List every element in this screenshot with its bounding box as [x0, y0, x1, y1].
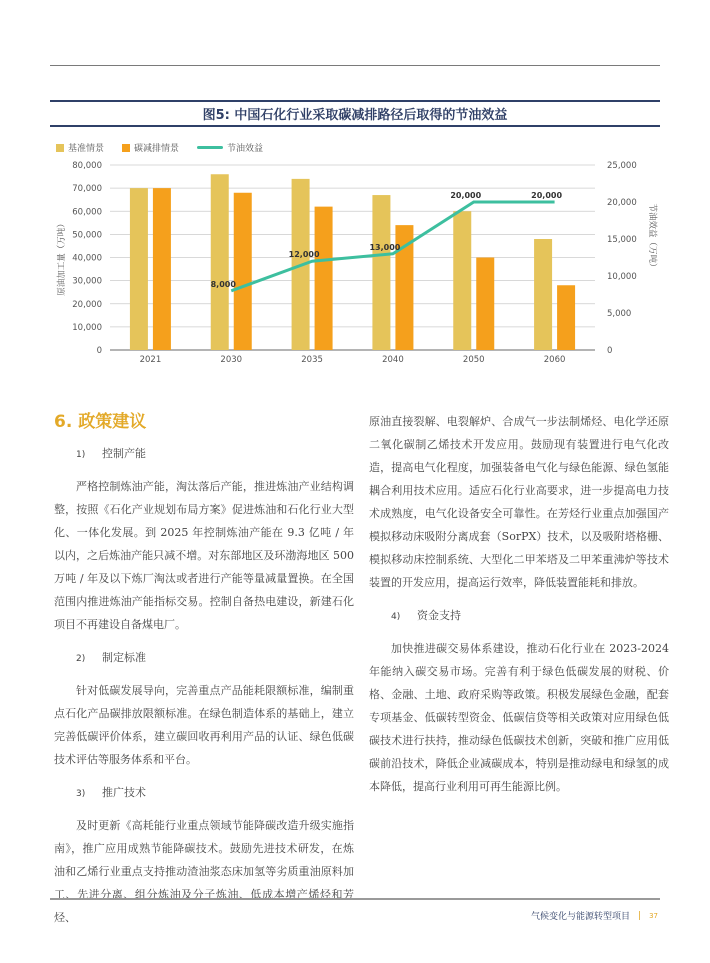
legend-item-reduction [122, 141, 179, 154]
subsection-heading [54, 442, 354, 467]
bar-reduction [234, 193, 252, 350]
subsection-title: 资金支持 [417, 609, 461, 622]
figure-title: 图5: 中国石化行业采取碳减排路径后取得的节油效益 [202, 108, 508, 123]
legend-swatch-savings [197, 146, 223, 149]
bar-baseline [534, 239, 552, 350]
bar-reduction [153, 188, 171, 350]
subsection-number: 1) [76, 450, 86, 460]
y-tick-label: 10,000 [72, 322, 102, 333]
section-title: 6. 政策建议 [54, 412, 147, 432]
paragraph-continued: 原油直接裂解、电裂解炉、合成气一步法制烯烃、电化学还原二氧化碳制乙烯技术开发应用。鼓励现有装置进行电气化改造，提高电气化程度，加强装备电气化与绿色能源、绿色氢能耦合利用技术应用。适应石化行业高要求，进一步提高电力技术成熟度，电气化设备安全可靠性。在芳烃行业重点加强国产模拟移动床吸附分离成套（SorPX）技术，以及吸附塔格栅、模拟移动床控制系统、大型化二甲苯塔及二甲苯重沸炉等技术装置的开发应用，提高运行效率，降低装置能耗和排放。 [369, 415, 669, 589]
y-tick-label: 20,000 [72, 299, 102, 310]
figure-title-rule-bottom [50, 125, 660, 127]
x-tick-label: 2021 [139, 355, 162, 365]
y2-tick-label: 15,000 [607, 235, 637, 245]
y2-tick-label: 10,000 [607, 272, 637, 282]
data-label: 12,000 [288, 250, 320, 260]
subsection-title: 控制产能 [102, 447, 146, 460]
y-axis-label: 原油加工量（万吨） [57, 219, 67, 296]
y-tick-label: 40,000 [72, 253, 102, 264]
y2-tick-label: 0 [607, 346, 613, 356]
text-column-left [54, 410, 354, 939]
bar-reduction [315, 207, 333, 350]
bar-reduction [476, 258, 494, 351]
paragraph: 加快推进碳交易体系建设，推动石化行业在 2023-2024 年能纳入碳交易市场。完善有利于绿色低碳发展的财税、价格、金融、土地、政府采购等政策。积极发展绿色金融，配套专项基金、低碳转型资金、低碳信贷等相关政策对应用绿色低碳技术进行扶持，推动绿色低碳技术创新，突破和推广应用低碳前沿技术，降低企业减碳成本，特别是推动绿电和绿氢的成本降低，提高行业利用可再生能源比例。 [369, 642, 669, 793]
y2-tick-label: 25,000 [607, 161, 637, 171]
data-label: 13,000 [369, 242, 401, 252]
data-label: 20,000 [450, 191, 482, 200]
legend-swatch-baseline [56, 144, 64, 152]
paragraph: 严格控制炼油产能，淘汰落后产能，推进炼油产业结构调整，按照《石化产业规划布局方案》促进炼油和石化行业大型化、一体化发展。到 2025 年控制炼油产能在 9.3 亿吨 / 年以内，之后炼油产能只减不增。对东部地区及环渤海地区 500 万吨 / 年及以下炼厂淘汰或者进行产能等量减量置换。在全国范围内推进炼油产能指标交易。控制自备热电建设，新建石化项目不再建设自备煤电厂。 [54, 480, 354, 631]
footer-project: 气候变化与能源转型项目 [531, 912, 631, 922]
paragraph: 及时更新《高耗能行业重点领域节能降碳改造升级实施指南》，推广应用成熟节能降碳技术。鼓励先进技术研发，在炼油和乙烯行业重点支持推动渣油浆态床加氢等劣质重油原料加工、先进分离、组分炼油及分子炼油、低成本增产烯烃和芳烃、 [54, 819, 354, 924]
y-tick-label: 30,000 [72, 276, 102, 287]
bar-baseline [372, 195, 390, 350]
subsection-title: 推广技术 [102, 786, 146, 799]
legend-swatch-reduction [122, 144, 130, 152]
subsection-number: 2) [76, 654, 86, 664]
footer-rule [50, 898, 660, 900]
paragraph: 针对低碳发展导向，完善重点产品能耗限额标准，编制重点石化产品碳排放限额标准。在绿色制造体系的基础上，建立完善低碳评价体系，建立碳回收再利用产品的认证、绿色低碳技术评估等服务体系和平台。 [54, 684, 354, 766]
chart [0, 155, 710, 370]
figure-title-rule-top [50, 100, 660, 102]
subsection-heading [54, 781, 354, 806]
footer [531, 909, 658, 922]
x-tick-label: 2050 [462, 355, 485, 365]
x-tick-label: 2030 [220, 355, 243, 365]
y2-axis-label: 节油效益（万吨） [647, 203, 657, 272]
y2-tick-label: 20,000 [607, 198, 637, 208]
data-label: 8,000 [210, 279, 236, 289]
legend-label-baseline: 基准情景 [68, 144, 105, 154]
data-label: 20,000 [531, 191, 563, 200]
y-tick-label: 70,000 [72, 184, 102, 195]
footer-separator: | [638, 910, 642, 921]
bar-baseline [130, 188, 148, 350]
page-number: 37 [649, 911, 658, 920]
chart-legend [56, 141, 263, 154]
bar-reduction [557, 285, 575, 350]
y-tick-label: 60,000 [72, 207, 102, 218]
bar-baseline [211, 174, 229, 350]
y-tick-label: 80,000 [72, 161, 102, 171]
x-tick-label: 2035 [301, 355, 323, 365]
subsection-heading [54, 646, 354, 671]
legend-label-reduction: 碳减排情景 [134, 144, 180, 154]
subsection-heading [369, 604, 669, 629]
subsection-title: 制定标准 [102, 651, 146, 664]
header-rule [50, 65, 660, 66]
subsection-number: 4) [391, 612, 401, 622]
y-tick-label: 0 [96, 346, 102, 356]
legend-label-savings: 节油效益 [227, 144, 264, 154]
x-tick-label: 2060 [543, 355, 566, 365]
x-tick-label: 2040 [382, 355, 404, 365]
y-tick-label: 50,000 [72, 230, 102, 241]
bar-baseline [453, 211, 471, 350]
legend-item-savings [197, 141, 263, 154]
legend-item-baseline [56, 141, 104, 154]
y2-tick-label: 5,000 [607, 309, 632, 319]
subsection-number: 3) [76, 789, 86, 799]
text-column-right [369, 410, 669, 808]
